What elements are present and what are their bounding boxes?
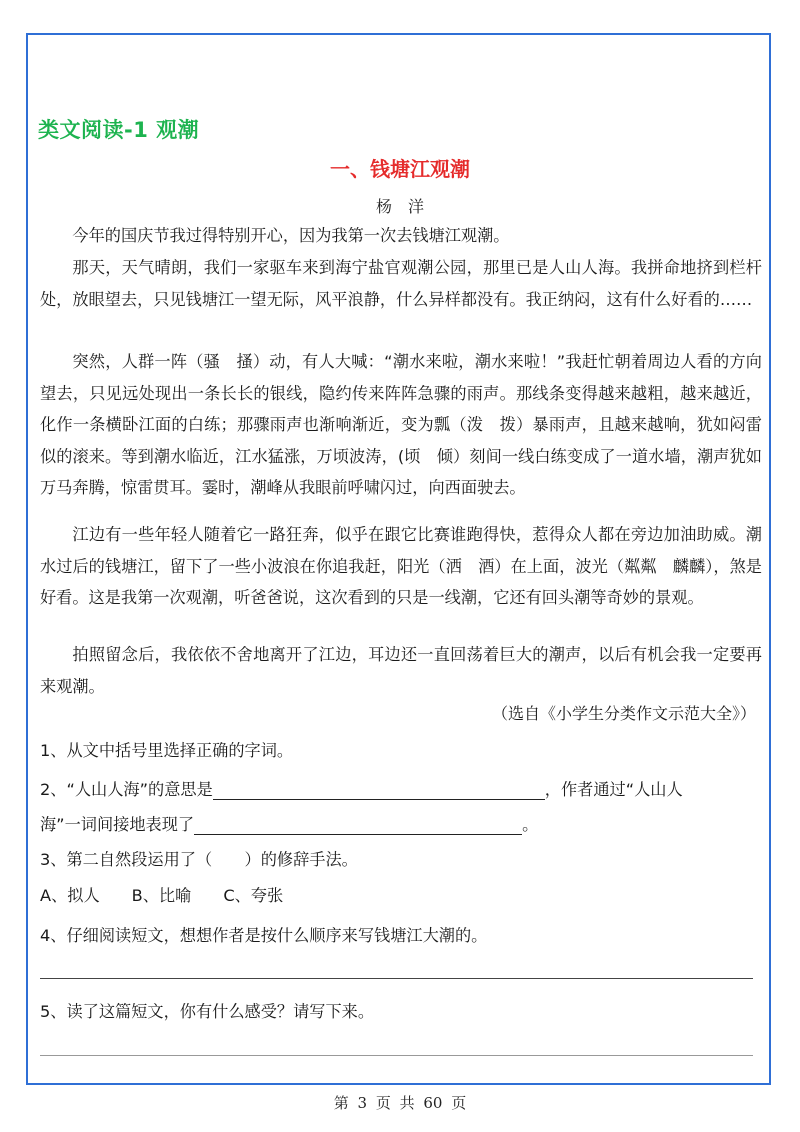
answer-blank-meaning[interactable] bbox=[213, 779, 545, 800]
question-2-text-b: ，作者通过“人山人 bbox=[544, 780, 683, 799]
answer-line-q4[interactable] bbox=[40, 978, 753, 979]
page-footer: 第 3 页 共 60 页 bbox=[333, 1094, 467, 1112]
question-2-line-1 bbox=[40, 776, 683, 800]
paragraph-5: 拍照留念后，我依依不舍地离开了江边，耳边还一直回荡着巨大的潮声，以后有机会我一定要再来观潮。 bbox=[40, 645, 762, 696]
article-source: （选自《小学生分类作文示范大全》） bbox=[491, 704, 756, 723]
question-1: 1、从文中括号里选择正确的字词。 bbox=[40, 741, 294, 760]
option-b[interactable]: B、比喻 bbox=[131, 886, 192, 905]
question-2-text-a: 2、“人山人海”的意思是 bbox=[40, 780, 213, 799]
paragraph-3: 突然，人群一阵（骚 搔）动，有人大喊：“潮水来啦，潮水来啦！”我赶忙朝着周边人看的方向望去，只见远处现出一条长长的银线，隐约传来阵阵急骤的雨声。那线条变得越来越粗，越来越近，化作一条横卧江面的白练；那骤雨声也渐响渐近，变为瓢（泼 拨）暴雨声，且越来越响，犹如闷雷似的滚来。等到潮水临近，江水猛涨，万顷波涛，(顷 倾）刻间一线白练变成了一道水墙，潮声犹如万马奔腾，惊雷贯耳。霎时，潮峰从我眼前呼啸闪过，向西面驶去。 bbox=[40, 352, 762, 497]
question-4: 4、仔细阅读短文，想想作者是按什么顺序来写钱塘江大潮的。 bbox=[40, 926, 488, 945]
question-2-line-2 bbox=[40, 811, 538, 835]
question-5: 5、读了这篇短文，你有什么感受？请写下来。 bbox=[40, 1002, 375, 1021]
article-author: 杨 洋 bbox=[375, 197, 424, 216]
article-title: 一、钱塘江观潮 bbox=[330, 157, 470, 181]
option-c[interactable]: C、夸张 bbox=[223, 886, 284, 905]
paragraph-2: 那天，天气晴朗，我们一家驱车来到海宁盐官观潮公园，那里已是人山人海。我拼命地挤到栏杆处，放眼望去，只见钱塘江一望无际，风平浪静，什么异样都没有。我正纳闷，这有什么好看的…… bbox=[40, 258, 762, 309]
paragraph-1: 今年的国庆节我过得特别开心，因为我第一次去钱塘江观潮。 bbox=[72, 226, 510, 245]
question-2-text-d: 。 bbox=[522, 815, 539, 834]
paragraph-4: 江边有一些年轻人随着它一路狂奔，似乎在跟它比赛谁跑得快，惹得众人都在旁边加油助威。潮水过后的钱塘江，留下了一些小波浪在你追我赶，阳光（洒 酒）在上面，波光（粼粼 麟麟），煞是好看。这是我第一次观潮，听爸爸说，这次看到的只是一线潮，它还有回头潮等奇妙的景观。 bbox=[40, 525, 762, 607]
option-a[interactable]: A、拟人 bbox=[40, 886, 100, 905]
question-3: 3、第二自然段运用了（ ）的修辞手法。 bbox=[40, 850, 358, 869]
question-2-text-c: 海”一词间接地表现了 bbox=[40, 815, 195, 834]
answer-line-q5[interactable] bbox=[40, 1055, 753, 1056]
question-3-options bbox=[40, 882, 315, 906]
section-title: 类文阅读-1 观潮 bbox=[38, 118, 200, 142]
answer-blank-expression[interactable] bbox=[194, 814, 522, 835]
